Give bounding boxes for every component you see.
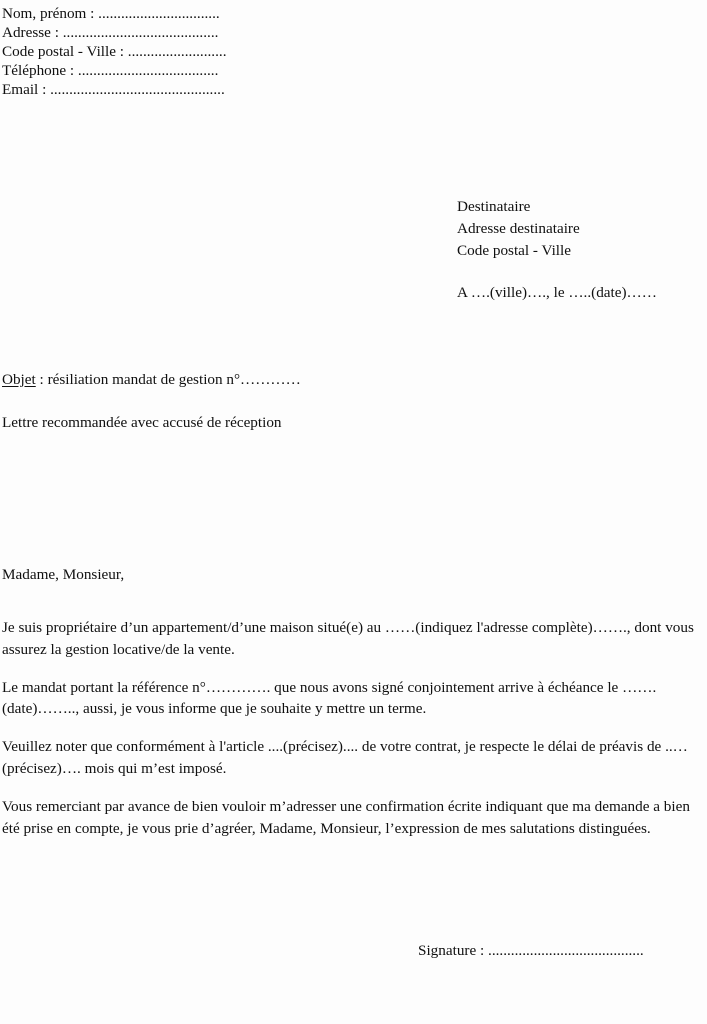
signature-line: Signature : ......................................... — [418, 942, 644, 959]
body-paragraph-4: Vous remerciant par avance de bien vouloir m’adresser une confirmation écrite indiquant que ma demande a bien été prise en compte, je vous prie d’agréer, Madame, Monsieur, l’expression de mes salutations distinguées. — [2, 798, 690, 837]
body-paragraph-2: Le mandat portant la référence n°…………. que nous avons signé conjointement arrive à échéance le …….(date)…….., aussi, je vous informe que je souhaite y mettre un terme. — [2, 678, 657, 718]
sender-name-line: Nom, prénom : ................................ — [2, 5, 220, 22]
subject-label: Objet — [2, 371, 36, 388]
body-paragraph-1: Je suis propriétaire d’un appartement/d’une maison situé(e) au ……(indiquez l'adresse complète)……., dont vous assurez la gestion locative/de la vente. — [2, 619, 694, 658]
recipient-address-line: Adresse destinataire — [457, 219, 580, 237]
subject-text: : résiliation mandat de gestion n°………… — [35, 371, 301, 388]
sender-phone-line: Téléphone : ..................................... — [2, 62, 219, 80]
sender-email-line: Email : .............................................. — [2, 81, 225, 99]
sender-address-line: Adresse : ......................................... — [2, 24, 219, 42]
place-date-line: A ….(ville)…., le …..(date)…… — [457, 284, 657, 301]
recipient-postal-city-line: Code postal - Ville — [457, 241, 571, 259]
subject-line — [2, 370, 301, 390]
recipient-block — [457, 196, 580, 261]
sender-block — [2, 4, 227, 99]
delivery-notice: Lettre recommandée avec accusé de réception — [2, 414, 282, 431]
letter-body — [2, 617, 704, 839]
salutation: Madame, Monsieur, — [2, 566, 125, 583]
sender-postal-city-line: Code postal - Ville : .......................... — [2, 43, 227, 61]
body-paragraph-3: Veuillez noter que conformément à l'article ....(précisez).... de votre contrat, je respecte le délai de préavis de ..…(précisez)…. mois qui m’est imposé. — [2, 738, 688, 777]
recipient-name-line: Destinataire — [457, 198, 531, 215]
